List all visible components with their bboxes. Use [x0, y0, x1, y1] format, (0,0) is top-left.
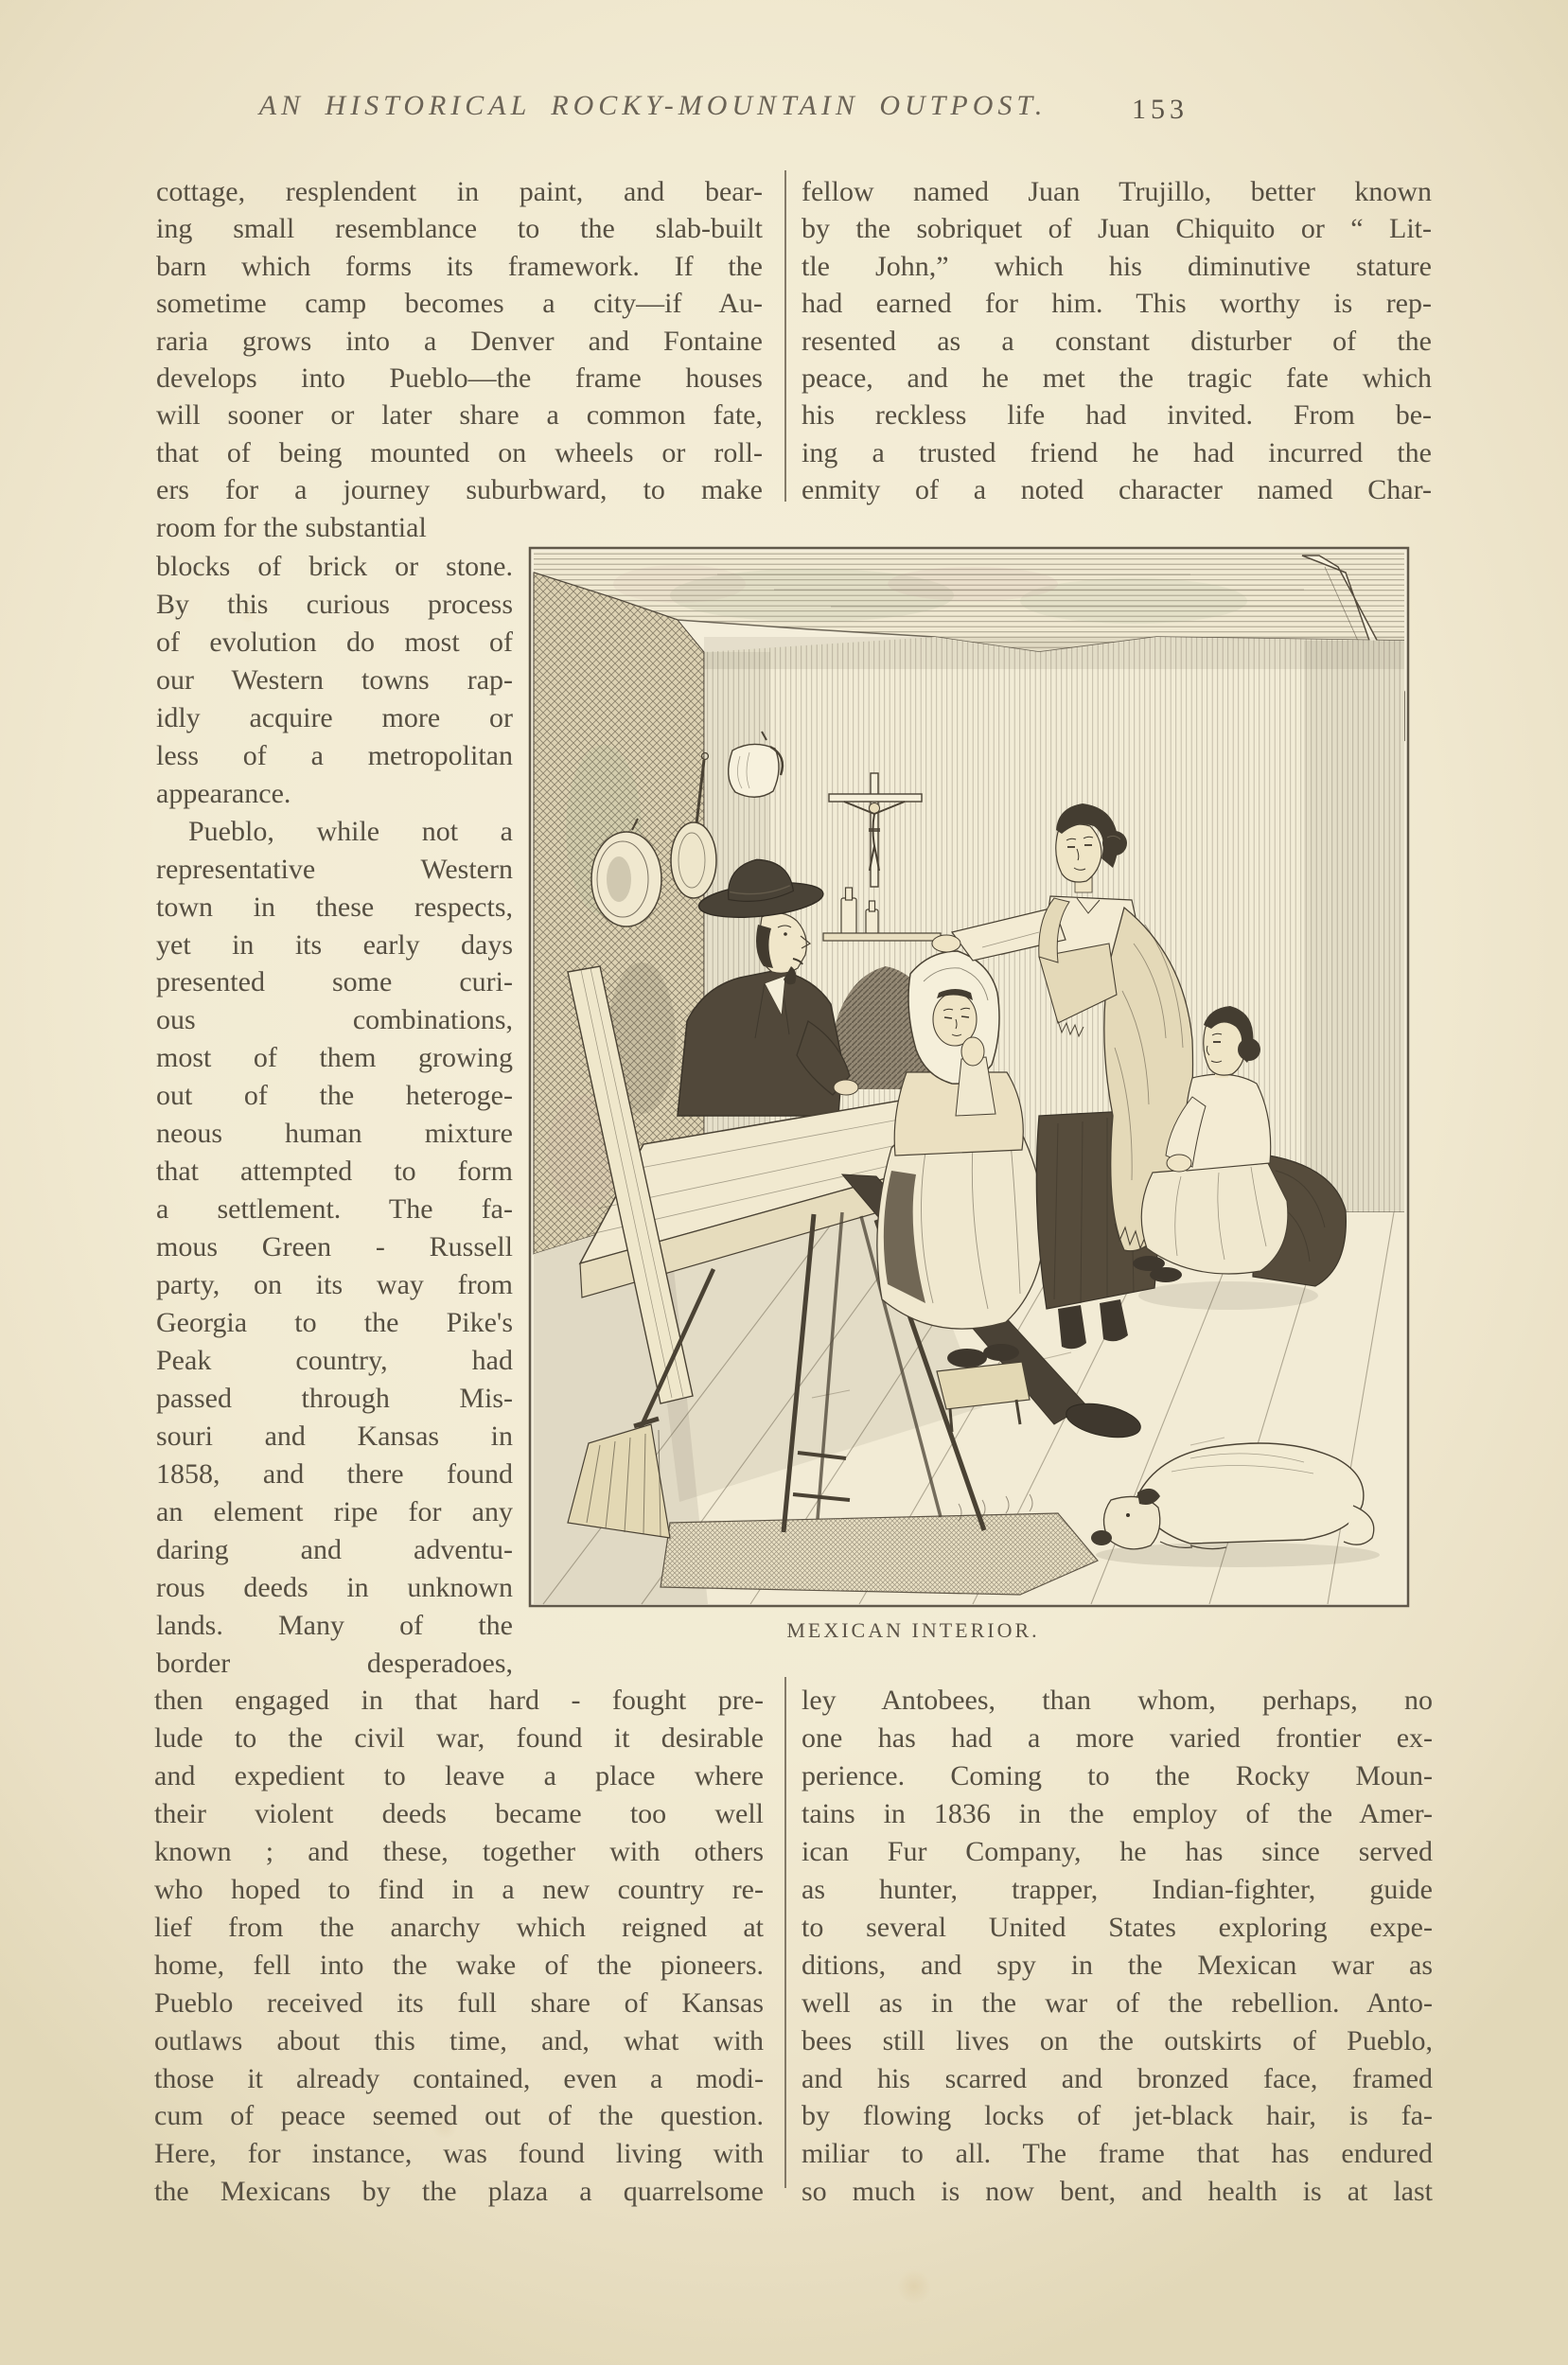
column-divider-bottom: [784, 1677, 786, 2188]
text-line: one has had a more varied frontier ex-: [802, 1721, 1433, 1754]
illustration: [528, 546, 1410, 1608]
text-line: town in these respects,: [156, 891, 513, 923]
text-line: ous combinations,: [156, 1004, 513, 1036]
text-line: ditions, and spy in the Mexican war as: [802, 1949, 1433, 1981]
text-line: had earned for him. This worthy is rep-: [802, 288, 1432, 320]
text-line: Peak country, had: [156, 1345, 513, 1377]
text-line: by flowing locks of jet-black hair, is fa-: [802, 2100, 1433, 2132]
text-line: most of them growing: [156, 1042, 513, 1074]
text-line: ley Antobees, than whom, perhaps, no: [802, 1685, 1433, 1716]
text-line: the Mexicans by the plaza a quarrelsome: [154, 2176, 764, 2208]
text-line: fellow named Juan Trujillo, better known: [802, 176, 1432, 207]
engraving: [528, 546, 1410, 1608]
text-line: as hunter, trapper, Indian-fighter, guide: [802, 1873, 1433, 1905]
text-line: develops into Pueblo—the frame houses: [156, 362, 763, 395]
text-line: ers for a journey suburbward, to make: [156, 474, 763, 506]
text-line: by the sobriquet of Juan Chiquito or “ Lit-: [802, 213, 1432, 245]
text-line: tle John,” which his diminutive stature: [802, 250, 1432, 282]
text-line: a settlement. The fa-: [156, 1193, 513, 1226]
text-line: that attempted to form: [156, 1156, 513, 1188]
illustration-caption: MEXICAN INTERIOR.: [786, 1618, 1040, 1642]
text-line: lief from the anarchy which reigned at: [154, 1911, 764, 1943]
text-line: tains in 1836 in the employ of the Amer-: [802, 1797, 1433, 1829]
text-line: Pueblo received its full share of Kansas: [154, 1986, 764, 2019]
column-left-top: [156, 173, 763, 546]
text-line: cum of peace seemed out of the question.: [154, 2100, 764, 2132]
text-line: an element ripe for any: [156, 1495, 513, 1527]
column-left-bottom: [154, 1682, 764, 2211]
text-line: daring and adventu-: [156, 1533, 513, 1565]
text-line: sometime camp becomes a city—if Au-: [156, 288, 763, 320]
text-line: lands. Many of the: [156, 1609, 513, 1641]
text-line: souri and Kansas in: [156, 1420, 513, 1452]
text-line: ican Fur Company, he has since served: [802, 1835, 1433, 1867]
text-line: well as in the war of the rebellion. Anto-: [802, 1986, 1433, 2019]
text-line: blocks of brick or stone.: [156, 551, 513, 582]
text-line: known ; and these, together with others: [154, 1835, 764, 1867]
text-line: border desperadoes,: [156, 1647, 513, 1679]
text-line: ing a trusted friend he had incurred the: [802, 436, 1432, 468]
text-line: mous Green - Russell: [156, 1231, 513, 1263]
text-line: appearance.: [156, 777, 291, 809]
text-line: our Western towns rap-: [156, 663, 513, 696]
text-line: resented as a constant disturber of the: [802, 325, 1432, 357]
text-line: so much is now bent, and health is at last: [802, 2176, 1433, 2208]
text-line: room for the substantial: [156, 511, 427, 543]
text-line: perience. Coming to the Rocky Moun-: [802, 1759, 1433, 1791]
text-line: to several United States exploring expe-: [802, 1911, 1433, 1943]
text-line: By this curious process: [156, 588, 513, 620]
column-right-bottom: [802, 1682, 1433, 2211]
text-line: Here, for instance, was found living with: [154, 2138, 764, 2170]
text-line: peace, and he met the tragic fate which: [802, 362, 1432, 395]
text-line: his reckless life had invited. From be-: [802, 399, 1432, 432]
text-line: less of a metropolitan: [156, 739, 513, 771]
text-line: that of being mounted on wheels or roll-: [156, 436, 763, 468]
running-head: AN HISTORICAL ROCKY-MOUNTAIN OUTPOST.: [258, 90, 1048, 121]
text-line: passed through Mis-: [156, 1382, 513, 1414]
text-line: neous human mixture: [156, 1118, 513, 1150]
text-line: yet in its early days: [156, 928, 513, 961]
text-line: out of the heteroge-: [156, 1080, 513, 1112]
text-line: rous deeds in unknown: [156, 1571, 513, 1603]
text-line: raria grows into a Denver and Fontaine: [156, 325, 763, 357]
text-line: lude to the civil war, found it desirable: [154, 1721, 764, 1754]
text-line: idly acquire more or: [156, 701, 513, 733]
column-left-narrow: [156, 548, 513, 1683]
text-line: and expedient to leave a place where: [154, 1759, 764, 1791]
text-line: their violent deeds became too well: [154, 1797, 764, 1829]
text-line: outlaws about this time, and, what with: [154, 2024, 764, 2056]
text-line: 1858, and there found: [156, 1457, 513, 1490]
text-line: home, fell into the wake of the pioneers.: [154, 1949, 764, 1981]
text-line: will sooner or later share a common fate,: [156, 399, 763, 432]
column-right-top: [802, 173, 1432, 509]
column-divider-top: [784, 170, 786, 502]
text-line: ing small resemblance to the slab-built: [156, 213, 763, 245]
text-line: who hoped to find in a new country re-: [154, 1873, 764, 1905]
text-line: presented some curi-: [156, 966, 513, 998]
text-line: bees still lives on the outskirts of Pueblo,: [802, 2024, 1433, 2056]
page-number: 153: [1132, 94, 1189, 125]
text-line: Georgia to the Pike's: [156, 1307, 513, 1339]
text-line: barn which forms its framework. If the: [156, 250, 763, 282]
text-line: then engaged in that hard - fought pre-: [154, 1685, 764, 1716]
text-line: those it already contained, even a modi-: [154, 2062, 764, 2094]
text-line: representative Western: [156, 853, 513, 885]
text-line: and his scarred and bronzed face, framed: [802, 2062, 1433, 2094]
text-line: cottage, resplendent in paint, and bear-: [156, 176, 763, 207]
text-line: party, on its way from: [156, 1269, 513, 1301]
text-line: miliar to all. The frame that has endured: [802, 2138, 1433, 2170]
text-line: of evolution do most of: [156, 626, 513, 658]
text-line: Pueblo, while not a: [188, 815, 513, 847]
text-line: enmity of a noted character named Char-: [802, 474, 1432, 506]
